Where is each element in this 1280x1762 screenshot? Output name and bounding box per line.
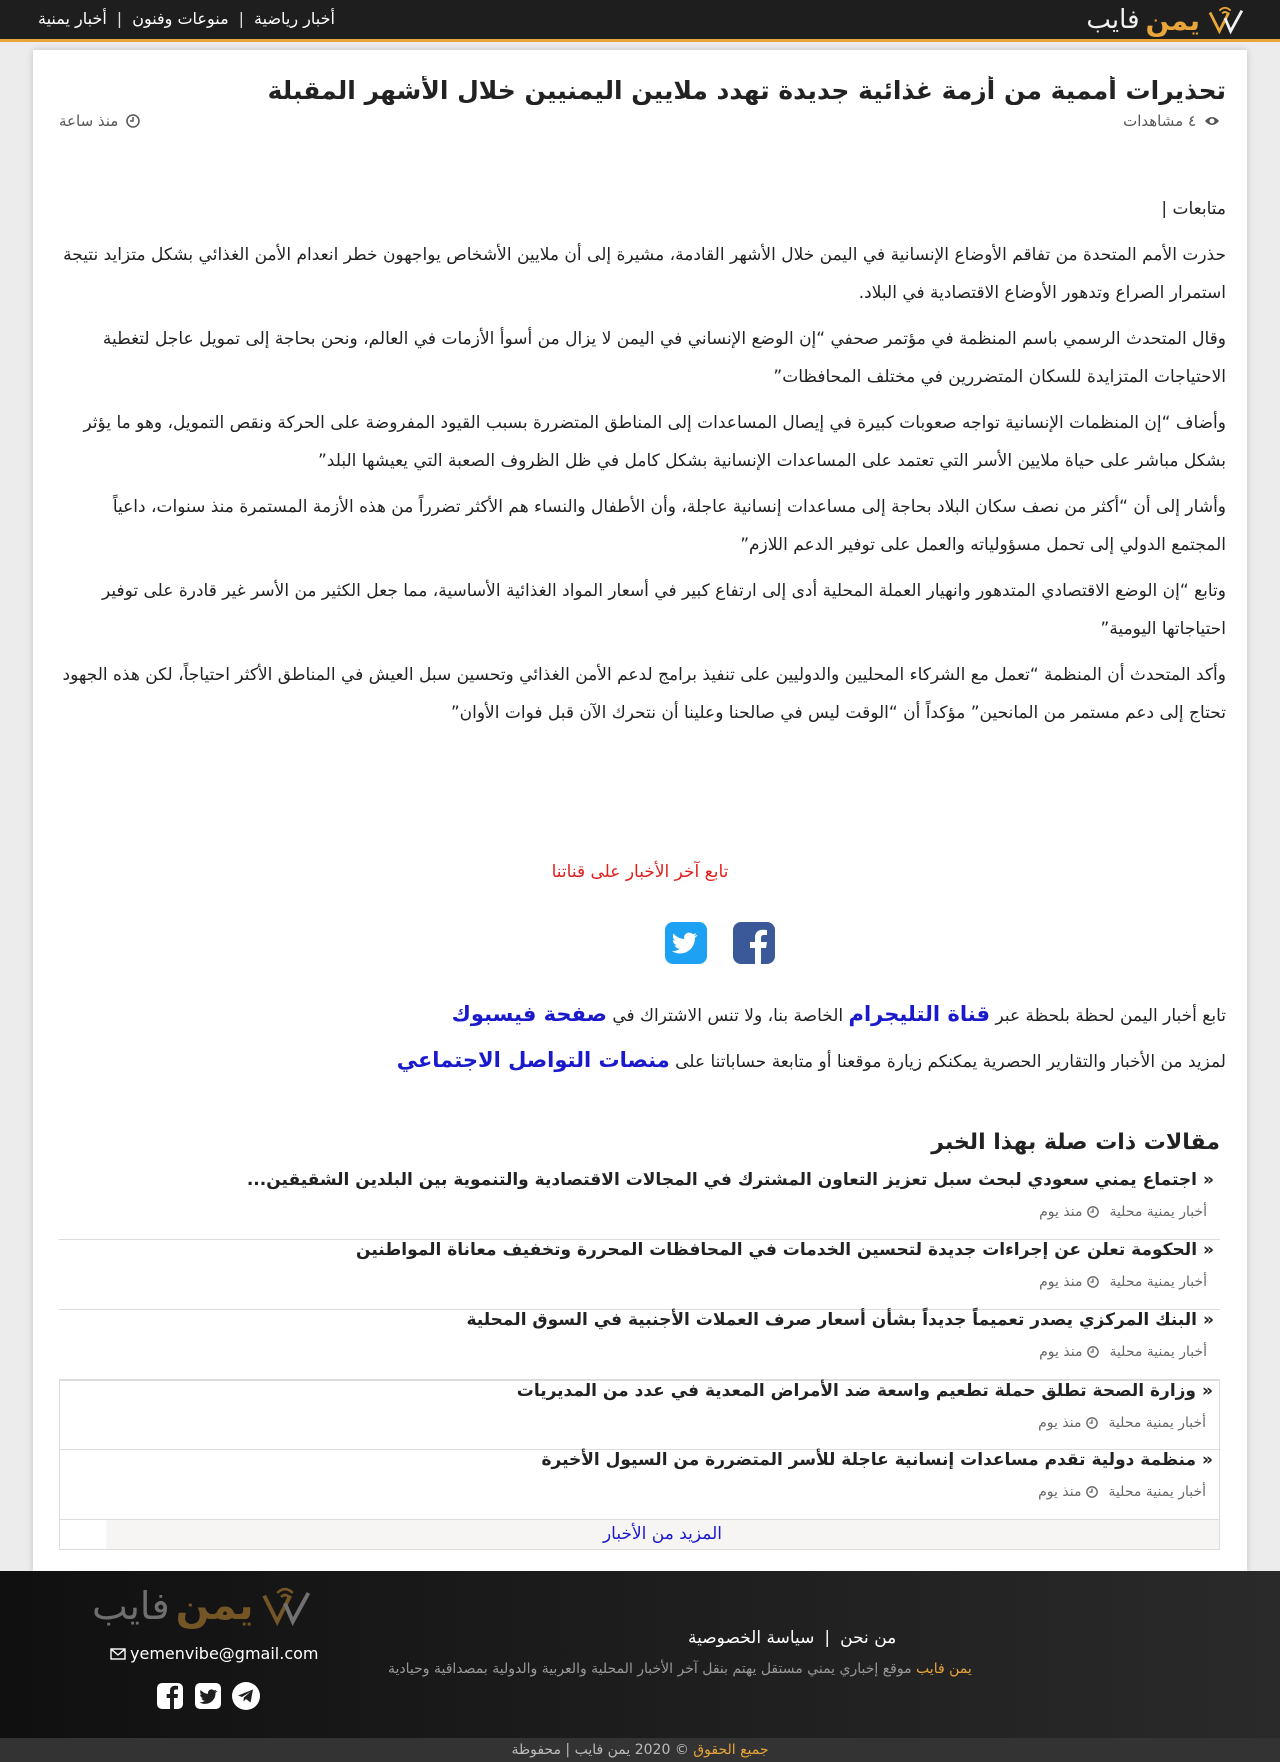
nav-sports[interactable]: أخبار يمنية xyxy=(38,9,107,28)
telegram-channel-link[interactable]: قناة التليجرام xyxy=(848,1002,991,1026)
related-item-time: منذ يوم xyxy=(1039,1274,1083,1290)
clock-icon xyxy=(1087,1276,1099,1288)
article-paragraph: وتابع “إن الوضع الاقتصادي المتدهور وانهيار العملة المحلية أدى إلى ارتفاع كبير في أسعار المواد الغذائية الأساسية، مما جعل الكثير من الأسر غير قادرة على توفير احتياجاتها اليومية” xyxy=(101,581,1226,639)
envelope-icon xyxy=(110,1648,126,1660)
promo-social xyxy=(54,1048,1226,1072)
more-news-link[interactable]: المزيد من الأخبار xyxy=(106,1520,1219,1549)
related-item[interactable] xyxy=(59,1240,1220,1310)
twitter-share-icon[interactable] xyxy=(665,922,707,964)
top-bar xyxy=(0,0,1280,42)
double-chevron-icon: « xyxy=(1203,1310,1214,1330)
article-date xyxy=(59,112,140,130)
footer-links xyxy=(688,1628,896,1648)
double-chevron-icon: « xyxy=(1202,1381,1213,1401)
eye-icon xyxy=(1204,115,1220,127)
related-item-time: منذ يوم xyxy=(1038,1415,1082,1431)
telegram-icon[interactable] xyxy=(231,1681,261,1711)
clock-icon xyxy=(1087,1206,1099,1218)
promo-telegram xyxy=(54,1002,1226,1026)
clock-icon xyxy=(1086,1486,1098,1498)
double-chevron-icon: « xyxy=(1203,1240,1214,1260)
related-item-category: أخبار يمنية محلية xyxy=(1109,1344,1207,1360)
related-item[interactable] xyxy=(59,1450,1220,1520)
related-item-category: أخبار يمنية محلية xyxy=(1108,1484,1206,1500)
channel-link[interactable]: تابع آخر الأخبار على قناتنا xyxy=(551,862,729,882)
footer-link-privacy[interactable]: سياسة الخصوصية xyxy=(688,1628,815,1648)
article-paragraph: وقال المتحدث الرسمي باسم المنظمة في مؤتمر صحفي “إن الوضع الإنساني في اليمن لا يزال من أسوأ الأزمات في العالم، ونحن بحاجة إلى تمويل عاجل لتغطية الاحتياجات المتزايدة للسكان المتضررين في مختلف المحافظات” xyxy=(102,329,1226,387)
related-item-time: منذ يوم xyxy=(1039,1344,1083,1360)
date-text: منذ ساعة xyxy=(59,112,119,130)
facebook-page-link[interactable]: صفحة فيسبوك xyxy=(451,1002,607,1026)
copyright-text: © 2020 يمن فايب | محفوظة xyxy=(511,1742,689,1758)
related-item-title[interactable]: منظمة دولية تقدم مساعدات إنسانية عاجلة للأسر المتضررة من السيول الأخيرة xyxy=(541,1450,1197,1470)
clock-icon xyxy=(1087,1346,1099,1358)
logo-signal-icon xyxy=(259,1585,311,1627)
related-item-title[interactable]: وزارة الصحة تطلق حملة تطعيم واسعة ضد الأمراض المعدية في عدد من المديريات xyxy=(516,1381,1197,1401)
article-paragraph: وأشار إلى أن “أكثر من نصف سكان البلاد بحاجة إلى مساعدات إنسانية عاجلة، وأن الأطفال والنساء هم الأكثر تضرراً من هذه الأزمة المستمرة منذ سنوات، داعياً المجتمع الدولي إلى تحمل مسؤولياته والعمل على توفير الدعم اللازم” xyxy=(112,497,1226,555)
promo-text: تابع أخبار اليمن لحظة بلحظة عبر xyxy=(995,1006,1226,1026)
promo-text: الخاصة بنا، ولا تنس الاشتراك في xyxy=(612,1006,844,1026)
article-views xyxy=(1123,112,1220,130)
article-card xyxy=(33,50,1247,1571)
footer-social xyxy=(155,1681,261,1711)
footer-description xyxy=(388,1661,972,1677)
promo-text: لمزيد من الأخبار والتقارير الحصرية يمكنكم زيارة موقعنا أو متابعة حساباتنا على xyxy=(675,1052,1226,1072)
footer-brand: يمن فايب xyxy=(916,1661,972,1677)
footer-separator: | xyxy=(824,1628,831,1648)
related-item-time: منذ يوم xyxy=(1038,1484,1082,1500)
related-item-title[interactable]: البنك المركزي يصدر تعميماً جديداً بشأن أسعار صرف العملات الأجنبية في السوق المحلية xyxy=(466,1310,1198,1330)
social-platforms-link[interactable]: منصات التواصل الاجتماعي xyxy=(396,1048,670,1072)
nav-separator: | xyxy=(238,9,245,28)
related-item-category: أخبار يمنية محلية xyxy=(1108,1415,1206,1431)
article-paragraph: وأكد المتحدث أن المنظمة “تعمل مع الشركاء المحليين والدوليين على تنفيذ برامج لدعم الأمن الغذائي وتحسين سبل العيش في المناطق الأكثر احتياجاً، لكن هذه الجهود تحتاج إلى دعم مستمر من المانحين” مؤكداً أن “الوقت ليس في صالحنا وعلينا أن نتحرك الآن قبل فوات الأوان” xyxy=(62,665,1226,723)
logo-text-yemen: يمن xyxy=(1145,3,1200,37)
related-item[interactable] xyxy=(59,1170,1220,1240)
facebook-icon[interactable] xyxy=(155,1681,185,1711)
double-chevron-icon: « xyxy=(1203,1170,1214,1190)
logo-text-yemen: يمن xyxy=(175,1583,254,1629)
logo-signal-icon xyxy=(1206,5,1244,35)
related-item-title[interactable]: الحكومة تعلن عن إجراءات جديدة لتحسين الخدمات في المحافظات المحررة وتخفيف معاناة المواطنين xyxy=(356,1240,1198,1260)
nav-separator: | xyxy=(116,9,123,28)
twitter-icon[interactable] xyxy=(193,1681,223,1711)
clock-icon xyxy=(126,114,140,128)
copyright-bar xyxy=(0,1738,1280,1762)
views-count: ٤ مشاهدات xyxy=(1123,112,1196,130)
article-paragraph: وأضاف “إن المنظمات الإنسانية تواجه صعوبات كبيرة في إيصال المساعدات إلى المناطق المتضررة بسبب القيود المفروضة على الحركة ونقص التمويل، وهو ما يؤثر بشكل مباشر على حياة ملايين الأسر التي تعتمد على المساعدات الإنسانية بشكل كامل في ظل الظروف الصعبة التي يعيشها البلد” xyxy=(83,413,1226,471)
top-nav xyxy=(38,9,335,28)
nav-variety[interactable]: منوعات وفنون xyxy=(132,9,229,28)
article-source: متابعات | xyxy=(1161,199,1226,219)
double-chevron-icon: « xyxy=(1202,1450,1213,1470)
more-news-row xyxy=(59,1520,1220,1550)
footer-email[interactable] xyxy=(110,1644,319,1663)
email-text[interactable]: yemenvibe@gmail.com xyxy=(130,1644,319,1663)
related-item-title[interactable]: اجتماع يمني سعودي لبحث سبل تعزيز التعاون المشترك في المجالات الاقتصادية والتنموية بين البلدين الشقيقين... xyxy=(246,1170,1198,1190)
related-item-time: منذ يوم xyxy=(1039,1204,1083,1220)
copyright-brand: جميع الحقوق xyxy=(693,1742,769,1758)
related-item[interactable] xyxy=(59,1380,1220,1450)
footer xyxy=(0,1571,1280,1738)
share-buttons xyxy=(665,922,775,964)
article-paragraph: حذرت الأمم المتحدة من تفاقم الأوضاع الإنسانية في اليمن خلال الأشهر القادمة، مشيرة إلى أن ملايين الأشخاص يواجهون خطر انعدام الأمن الغذائي بشكل متزايد نتيجة استمرار الصراع وتدهور الأوضاع الاقتصادية في البلاد. xyxy=(63,245,1226,303)
nav-yemen-news[interactable]: أخبار رياضية xyxy=(254,9,335,28)
footer-desc-text: موقع إخباري يمني مستقل يهتم بنقل آخر الأخبار المحلية والعربية والدولية بمصداقية وحيادية xyxy=(388,1661,912,1677)
related-item-category: أخبار يمنية محلية xyxy=(1109,1274,1207,1290)
related-item-category: أخبار يمنية محلية xyxy=(1109,1204,1207,1220)
footer-logo[interactable] xyxy=(92,1583,311,1629)
related-list xyxy=(59,1170,1220,1550)
related-title: مقالات ذات صلة بهذا الخبر xyxy=(931,1130,1220,1155)
footer-link-about[interactable]: من نحن xyxy=(840,1628,897,1648)
clock-icon xyxy=(1086,1417,1098,1429)
site-logo[interactable] xyxy=(1086,2,1244,38)
related-item[interactable] xyxy=(59,1310,1220,1380)
article-title: تحذيرات أممية من أزمة غذائية جديدة تهدد ملايين اليمنيين خلال الأشهر المقبلة xyxy=(267,76,1226,105)
article-body xyxy=(54,190,1226,740)
facebook-share-icon[interactable] xyxy=(733,922,775,964)
logo-text-vibe: فايب xyxy=(92,1584,170,1628)
logo-text-vibe: فايب xyxy=(1086,5,1140,35)
